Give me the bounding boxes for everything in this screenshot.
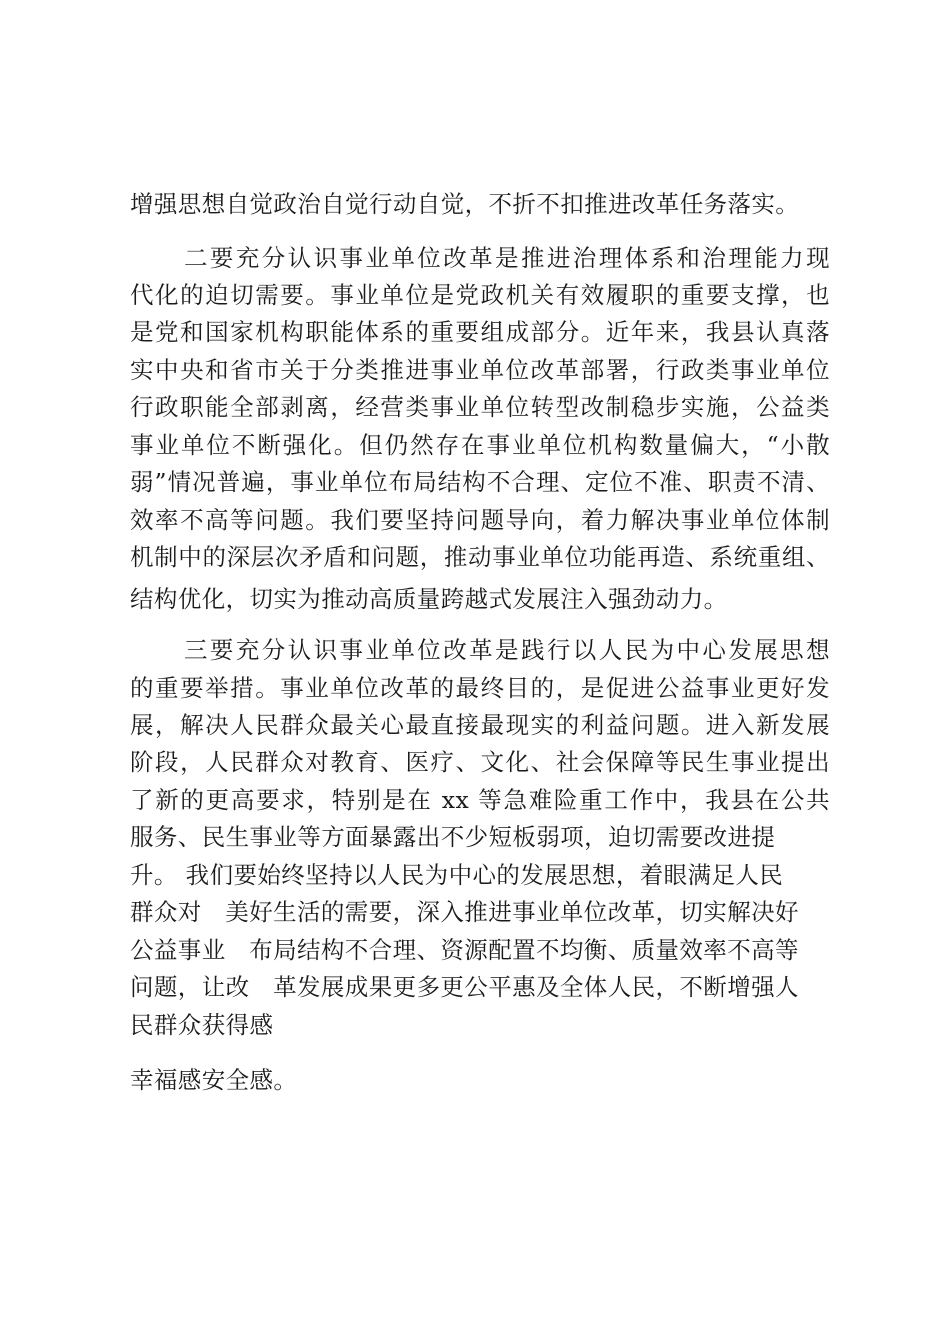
paragraph-line-17: 服务、民生事业等方面暴露出不少短板弱项，迫切需要改进提 (130, 823, 776, 851)
paragraph-line-8: 弱”情况普遍，事业单位布局结构不合理、定位不准、职责不清、 (130, 468, 830, 496)
paragraph-line-21: 问题，让改 革发展成果更多更公平惠及全体人民，不断增强人 (130, 973, 799, 1001)
paragraph-line-9: 效率不高等问题。我们要坚持问题导向，着力解决事业单位体制 (130, 506, 830, 534)
paragraph-line-11: 结构优化，切实为推动高质量跨越式发展注入强劲动力。 (130, 585, 728, 613)
paragraph-line-7: 事业单位不断强化。但仍然存在事业单位机构数量偏大，“小散 (130, 431, 830, 459)
paragraph-line-3: 代化的迫切需要。事业单位是党政机关有效履职的重要支撑，也 (130, 281, 830, 309)
paragraph-line-2: 二要充分认识事业单位改革是推进治理体系和治理能力现 (184, 244, 830, 272)
paragraph-line-19: 群众对 美好生活的需要，深入推进事业单位改革，切实解决好 (130, 898, 799, 926)
paragraph-line-12: 三要充分认识事业单位改革是践行以人民为中心发展思想 (184, 636, 830, 664)
paragraph-line-10: 机制中的深层次矛盾和问题，推动事业单位功能再造、系统重组、 (130, 543, 830, 571)
paragraph-line-16: 了新的更高要求，特别是在 xx 等急难险重工作中，我县在公共 (130, 786, 830, 814)
paragraph-line-23: 幸福感安全感。 (130, 1066, 298, 1094)
paragraph-line-20: 公益事业 布局结构不合理、资源配置不均衡、质量效率不高等 (130, 936, 799, 964)
paragraph-line-14: 展，解决人民群众最关心最直接最现实的利益问题。进入新发展 (130, 711, 830, 739)
paragraph-line-18: 升。 我们要始终坚持以人民为中心的发展思想，着眼满足人民 (130, 861, 784, 889)
paragraph-line-6: 行政职能全部剥离，经营类事业单位转型改制稳步实施，公益类 (130, 393, 830, 421)
paragraph-line-4: 是党和国家机构职能体系的重要组成部分。近年来，我县认真落 (130, 318, 830, 346)
paragraph-line-1: 增强思想自觉政治自觉行动自觉，不折不扣推进改革任务落实。 (130, 190, 800, 218)
paragraph-line-22: 民群众获得感 (130, 1011, 274, 1039)
paragraph-line-5: 实中央和省市关于分类推进事业单位改革部署，行政类事业单位 (130, 356, 830, 384)
paragraph-line-13: 的重要举措。事业单位改革的最终目的，是促进公益事业更好发 (130, 674, 830, 702)
paragraph-line-15: 阶段，人民群众对教育、医疗、文化、社会保障等民生事业提出 (130, 748, 830, 776)
